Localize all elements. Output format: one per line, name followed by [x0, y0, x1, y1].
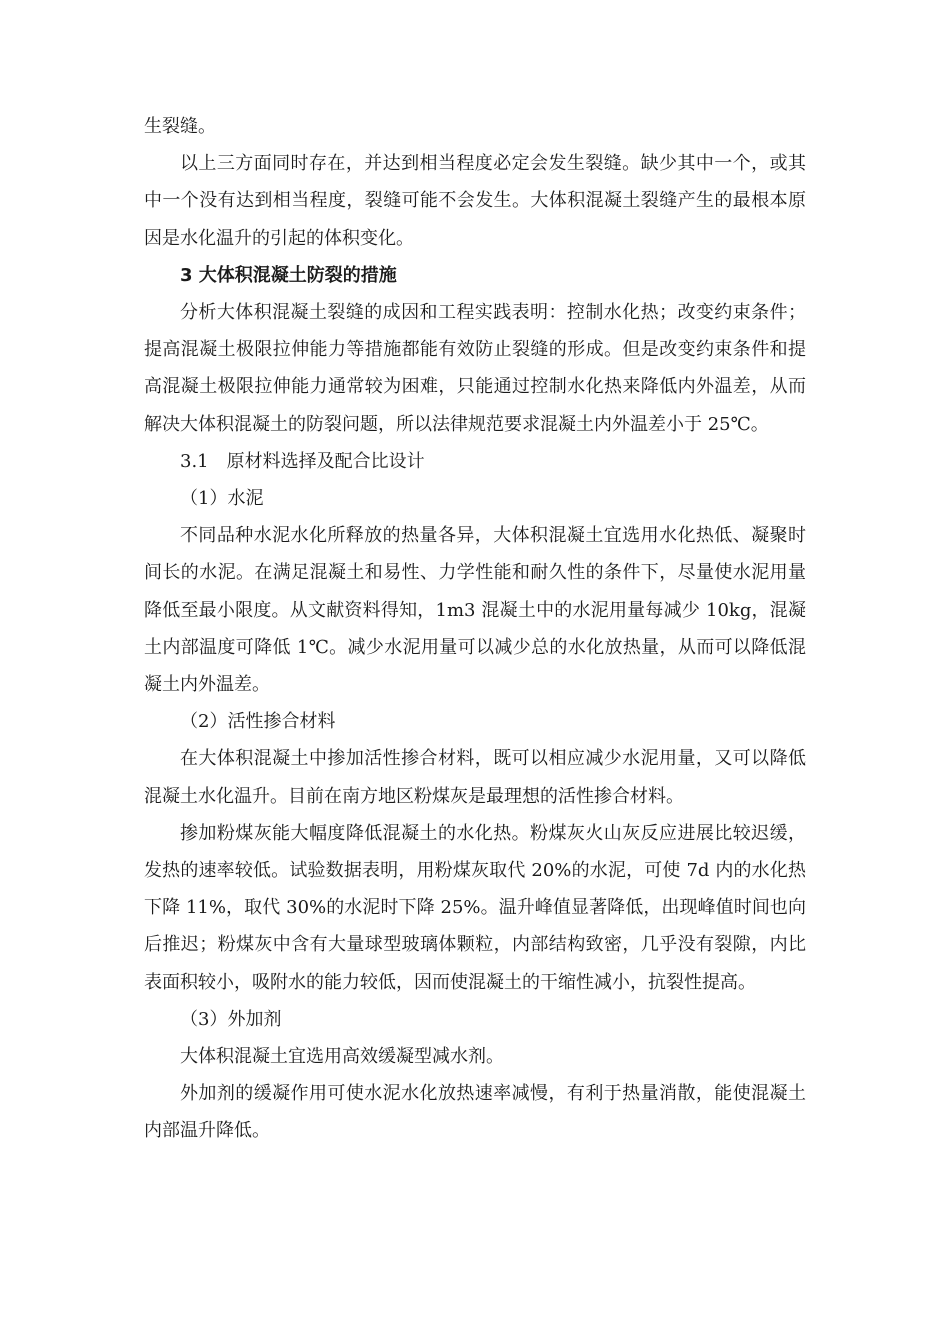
paragraph-crack-prevention: 分析大体积混凝土裂缝的成因和工程实践表明：控制水化热；改变约束条件；提高混凝土极限拉伸能力等措施都能有效防止裂缝的形成。但是改变约束条件和提高混凝土极限拉伸能力通常较为困难，只能通过控制水化热来降低内外温差，从而解决大体积混凝土的防裂问题，所以法律规范要求混凝土内外温差小于 25℃。 [144, 302, 806, 435]
paragraph-additive-selection: 大体积混凝土宜选用高效缓凝型减水剂。 [180, 1046, 504, 1068]
document-body [144, 108, 806, 1150]
paragraph-crack-conditions: 以上三方面同时存在，并达到相当程度必定会发生裂缝。缺少其中一个，或其中一个没有达到相当程度，裂缝可能不会发生。大体积混凝土裂缝产生的最根本原因是水化温升的引起的体积变化。 [144, 153, 806, 249]
paragraph-admixture-material: 在大体积混凝土中掺加活性掺合材料，既可以相应减少水泥用量，又可以降低混凝土水化温升。目前在南方地区粉煤灰是最理想的活性掺合材料。 [144, 748, 806, 807]
item-heading-cement: （1）水泥 [180, 488, 264, 510]
paragraph-additive-effect: 外加剂的缓凝作用可使水泥水化放热速率减慢，有利于热量消散，能使混凝土内部温升降低。 [144, 1083, 806, 1142]
item-heading-admixture-material: （2）活性掺合材料 [180, 711, 336, 733]
subsection-heading: 3.1 原材料选择及配合比设计 [180, 450, 425, 472]
paragraph-continuation: 生裂缝。 [144, 116, 216, 137]
section-heading: 3 大体积混凝土防裂的措施 [180, 264, 397, 286]
paragraph-cement: 不同品种水泥水化所释放的热量各异，大体积混凝土宜选用水化热低、凝聚时间长的水泥。在满足混凝土和易性、力学性能和耐久性的条件下，尽量使水泥用量降低至最小限度。从文献资料得知，1m3 混凝土中的水泥用量每减少 10kg，混凝土内部温度可降低 1℃。减少水泥用量可以减少总的水化放热量，从而可以降低混凝土内外温差。 [144, 525, 806, 696]
item-heading-additive: （3）外加剂 [180, 1008, 282, 1030]
paragraph-fly-ash: 掺加粉煤灰能大幅度降低混凝土的水化热。粉煤灰火山灰反应进展比较迟缓，发热的速率较低。试验数据表明，用粉煤灰取代 20%的水泥，可使 7d 内的水化热下降 11%，取代 30%的水泥时下降 25%。温升峰值显著降低，出现峰值时间也向后推迟；粉煤灰中含有大量球型玻璃体颗粒，内部结构致密，几乎没有裂隙，内比表面积较小，吸附水的能力较低，因而使混凝土的干缩性减小，抗裂性提高。 [144, 822, 806, 993]
